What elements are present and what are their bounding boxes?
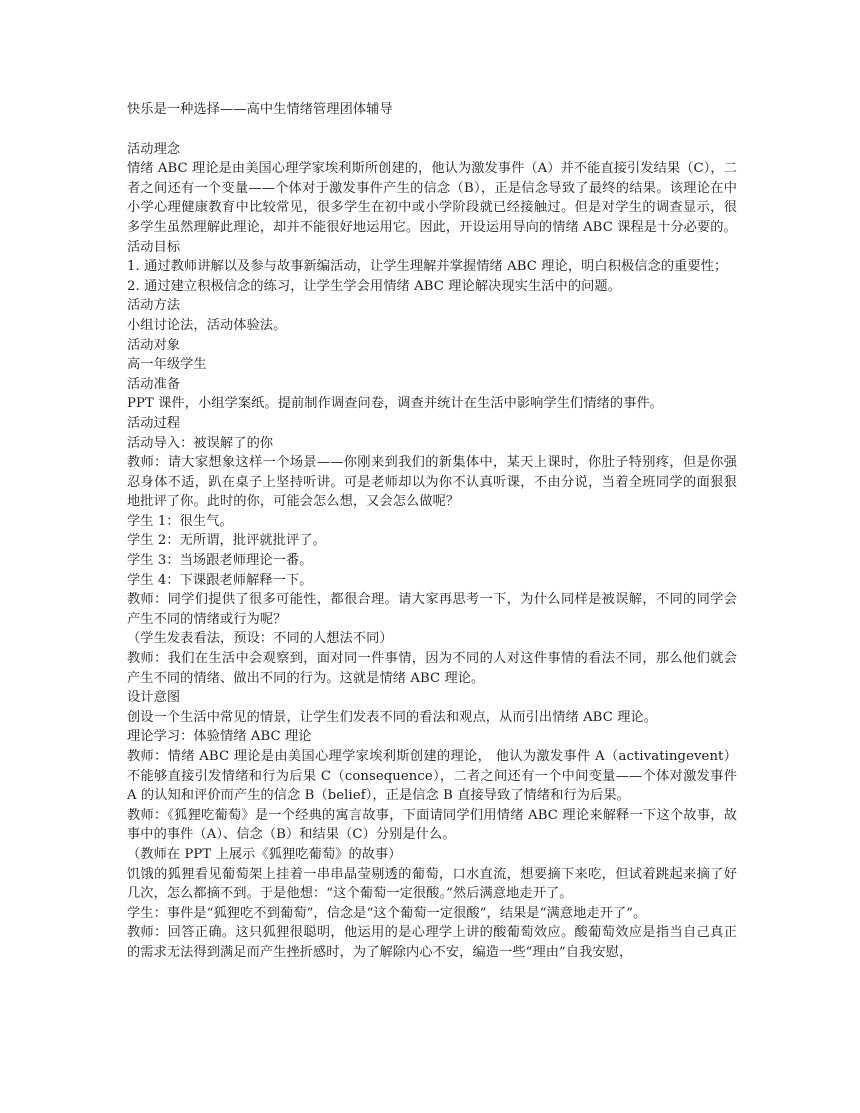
paragraph: 教师：《狐狸吃葡萄》是一个经典的寓言故事，下面请同学们用情绪 ABC 理论来解释一下这个故事，故事中的事件（A）、信念（B）和结果（C）分别是什么。 bbox=[127, 807, 737, 843]
document-page bbox=[127, 100, 737, 963]
paragraph: 理论学习：体验情绪 ABC 理论 bbox=[127, 729, 312, 745]
paragraph: 活动导入：被误解了的你 bbox=[127, 435, 274, 451]
paragraph: 学生：事件是“狐狸吃不到葡萄”，信念是“这个葡萄一定很酸”，结果是“满意地走开了”。 bbox=[127, 905, 647, 921]
paragraph: 活动目标 bbox=[127, 239, 181, 255]
paragraph: 教师：同学们提供了很多可能性，都很合理。请大家再思考一下，为什么同样是被误解，不同的同学会产生不同的情绪或行为呢？ bbox=[127, 592, 737, 627]
paragraph: 活动理念 bbox=[127, 141, 181, 157]
paragraph: 学生 1：很生气。 bbox=[127, 513, 233, 529]
paragraph: 教师：情绪 ABC 理论是由美国心理学家埃利斯创建的理论， 他认为激发事件 A（activatingevent）不能够直接引发情绪和行为后果 C（consequence），二者之间还有一个中间变量——个体对激发事件 A 的认知和评价而产生的信念 B（belief），正是信念 B 直接导致了情绪和行为后果。 bbox=[127, 749, 737, 804]
paragraph: 高一年级学生 bbox=[127, 357, 207, 373]
paragraph: 教师：回答正确。这只狐狸很聪明，他运用的是心理学上讲的酸葡萄效应。酸葡萄效应是指当自己真正的需求无法得到满足而产生挫折感时，为了解除内心不安，编造一些“理由”自我安慰， bbox=[127, 925, 737, 960]
paragraph: 小组讨论法，活动体验法。 bbox=[127, 317, 287, 333]
paragraph: 学生 2：无所谓，批评就批评了。 bbox=[127, 533, 326, 549]
paragraph: 1. 通过教师讲解以及参与故事新编活动，让学生理解并掌握情绪 ABC 理论，明白积极信念的重要性； bbox=[127, 259, 728, 275]
paragraph: 设计意图 bbox=[127, 690, 181, 706]
document-title: 快乐是一种选择——高中生情绪管理团体辅导 bbox=[127, 102, 393, 117]
paragraph: 学生 4：下课跟老师解释一下。 bbox=[127, 572, 313, 588]
paragraph: 教师：请大家想象这样一个场景——你刚来到我们的新集体中，某天上课时，你肚子特别疼，但是你强忍身体不适，趴在桌子上坚持听讲。可是老师却以为你不认真听课，不由分说，当着全班同学的面狠狠地批评了你。此时的你，可能会怎么想，又会怎么做呢？ bbox=[127, 455, 737, 510]
paragraph: 饥饿的狐狸看见葡萄架上挂着一串串晶莹剔透的葡萄，口水直流，想要摘下来吃，但试着跳起来摘了好几次，怎么都摘不到。于是他想：“这个葡萄一定很酸。”然后满意地走开了。 bbox=[127, 866, 737, 902]
paragraph: 学生 3：当场跟老师理论一番。 bbox=[127, 553, 313, 569]
paragraph: 活动准备 bbox=[127, 376, 181, 392]
paragraph: （教师在 PPT 上展示《狐狸吃葡萄》的故事） bbox=[127, 846, 402, 862]
paragraph: 活动对象 bbox=[127, 337, 181, 353]
paragraph: PPT 课件，小组学案纸。提前制作调查问卷，调查并统计在生活中影响学生们情绪的事件。 bbox=[127, 396, 664, 412]
paragraph: 2. 通过建立积极信念的练习，让学生学会用情绪 ABC 理论解决现实生活中的问题。 bbox=[127, 278, 621, 294]
paragraph: 创设一个生活中常见的情景，让学生们发表不同的看法和观点，从而引出情绪 ABC 理论。 bbox=[127, 709, 658, 725]
paragraph: （学生发表看法，预设：不同的人想法不同） bbox=[127, 631, 393, 647]
document-body bbox=[127, 140, 737, 963]
paragraph: 活动过程 bbox=[127, 415, 181, 431]
paragraph: 活动方法 bbox=[127, 298, 181, 314]
paragraph: 教师：我们在生活中会观察到，面对同一件事情，因为不同的人对这件事情的看法不同，那么他们就会产生不同的情绪、做出不同的行为。这就是情绪 ABC 理论。 bbox=[127, 651, 737, 686]
paragraph: 情绪 ABC 理论是由美国心理学家埃利斯所创建的，他认为激发事件（A）并不能直接引发结果（C），二者之间还有一个变量——个体对于激发事件产生的信念（B），正是信念导致了最终的结果。该理论在中小学心理健康教育中比较常见，很多学生在初中或小学阶段就已经接触过。但是对学生的调查显示，很多学生虽然理解此理论，却并不能很好地运用它。因此，开设运用导向的情绪 ABC 课程是十分必要的。 bbox=[127, 161, 737, 235]
